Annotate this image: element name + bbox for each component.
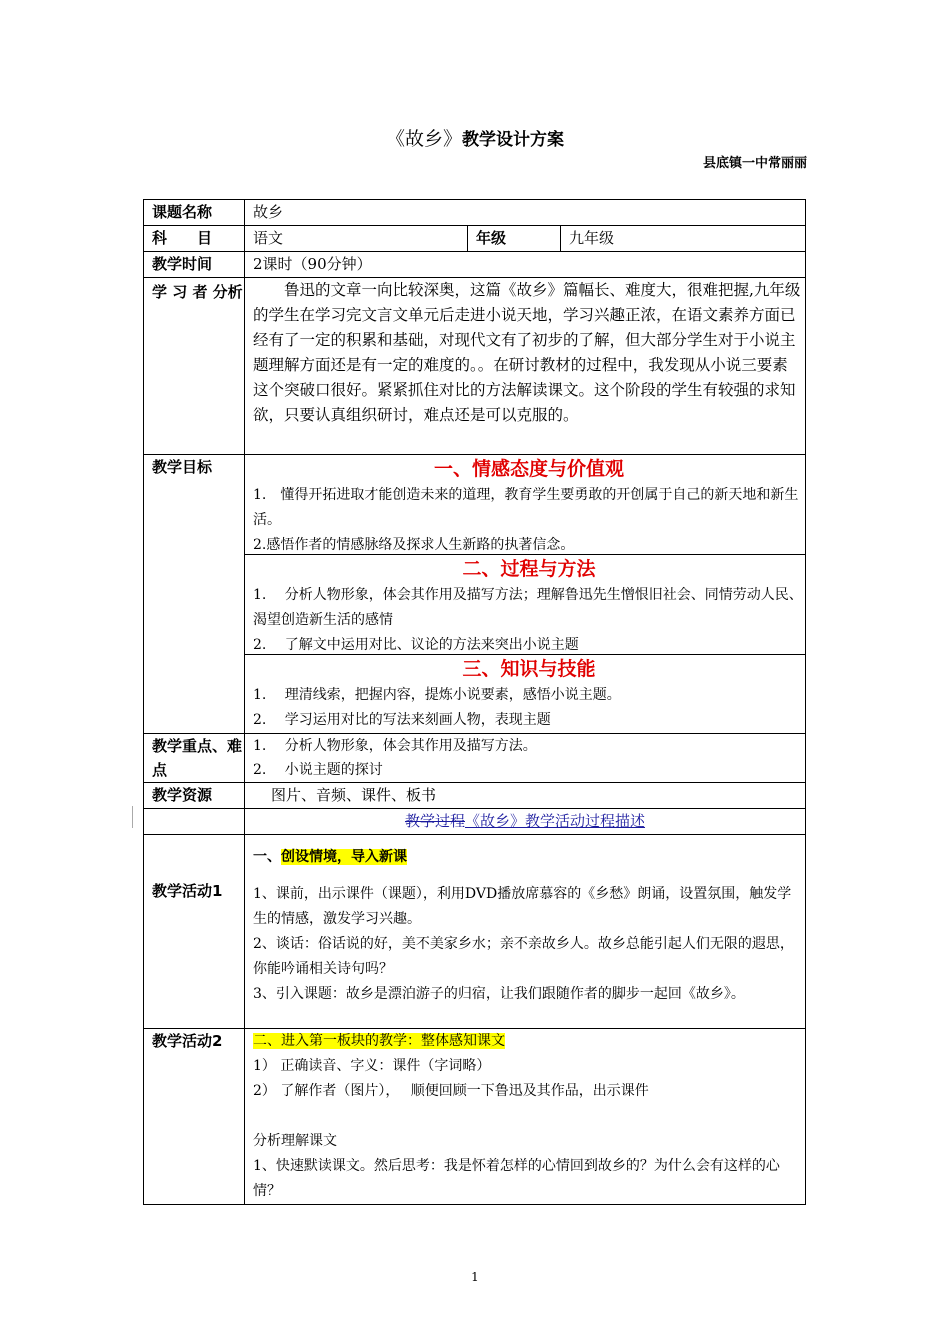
row-resources (144, 783, 806, 809)
res-value: 图片、音频、课件、板书 (245, 783, 806, 809)
row-learner (144, 278, 806, 455)
act2-heading (253, 1029, 805, 1054)
grade-value: 九年级 (561, 226, 806, 252)
row-act2 (144, 1029, 806, 1205)
subject-value: 语文 (245, 226, 468, 252)
grade-label: 年级 (468, 226, 561, 252)
learner-label: 学 习 者 分析 (144, 278, 245, 455)
margin-mark (132, 806, 134, 828)
act2-head: 二、进入第一板块的教学：整体感知课文 (253, 1033, 505, 1049)
act2-p4: 1、快速默读课文。然后思考：我是怀着怎样的心情回到故乡的？为什么会有这样的心情？ (253, 1158, 780, 1199)
subject-label: 科 目 (144, 226, 245, 252)
row-goals (144, 455, 806, 734)
title-book: 《故乡》 (385, 128, 462, 150)
process-cell (245, 809, 806, 835)
key-label: 教学重点、难点 (144, 734, 245, 783)
row-process (144, 809, 806, 835)
act2-p3: 分析理解课文 (253, 1133, 337, 1149)
learner-text: 鲁迅的文章一向比较深奥，这篇《故乡》篇幅长、难度大，很难把握,九年级的学生在学习完文言文单元后走进小说天地，学习兴趣正浓，在语文素养方面已经有了一定的积累和基础，对现代文有了初步的了解，但大部分学生对于小说主题理解方面还是有一定的难度的。。在研讨教材的过程中，我发现从小说三要素这个突破口很好。紧紧抓住对比的方法解读课文。这个阶段的学生有较强的求知欲，只要认真组织研讨，难点还是可以克服的。 (253, 281, 801, 424)
goal2-block (245, 554, 805, 654)
act1-p1: 1、课前，出示课件（课题），利用DVD播放席慕容的《乡愁》朗诵，设置氛围，触发学生的情感，激发学习兴趣。 (253, 886, 792, 927)
title-rest: 教学设计方案 (462, 130, 564, 150)
goal1-block (245, 455, 805, 554)
row-act1 (144, 835, 806, 1029)
goal2-item1: 1. 分析人物形象，体会其作用及描写方法；理解鲁迅先生憎恨旧社会、同情劳动人民、渴望创造新生活的感情 (253, 587, 803, 628)
course-label: 课题名称 (144, 200, 245, 226)
row-course (144, 200, 806, 226)
lesson-table (143, 199, 806, 1205)
goal3-title: 三、知识与技能 (462, 658, 596, 680)
act2-cell (245, 1029, 806, 1205)
goal2-item2: 2. 了解文中运用对比、议论的方法来突出小说主题 (253, 637, 579, 653)
time-value: 2课时（90分钟） (245, 252, 806, 278)
process-struck: 教学过程 (404, 812, 465, 830)
key-item2: 2. 小说主题的探讨 (253, 762, 383, 778)
act1-p3: 3、引入课题：故乡是漂泊游子的归宿，让我们跟随作者的脚步一起回《故乡》。 (253, 986, 745, 1002)
page-title (0, 124, 950, 151)
act1-p2: 2、谈话：俗话说的好，美不美家乡水；亲不亲故乡人。故乡总能引起人们无限的遐思，你能吟诵相关诗句吗？ (253, 936, 794, 977)
goal1-item1: 1. 懂得开拓进取才能创造未来的道理，教育学生要勇敢的开创属于自己的新天地和新生活。 (253, 487, 799, 528)
key-item1: 1. 分析人物形象，体会其作用及描写方法。 (253, 738, 537, 754)
process-title: 《故乡》教学活动过程描述 (465, 812, 646, 830)
goals-label: 教学目标 (144, 455, 245, 734)
act1-label: 教学活动1 (144, 835, 245, 1029)
row-time (144, 252, 806, 278)
res-label: 教学资源 (144, 783, 245, 809)
goal1-item2: 2.感悟作者的情感脉络及探求人生新路的执著信念。 (253, 537, 575, 553)
goal3-item2: 2. 学习运用对比的写法来刻画人物，表现主题 (253, 712, 551, 728)
row-subject (144, 226, 806, 252)
act1-cell (245, 835, 806, 1029)
act1-head: 创设情境，导入新课 (281, 849, 407, 865)
process-empty (144, 809, 245, 835)
act1-head-prefix: 一、 (253, 849, 281, 865)
act2-blank (253, 1104, 805, 1129)
page-number: 1 (471, 1270, 479, 1284)
goal2-title: 二、过程与方法 (462, 558, 596, 580)
act1-heading (253, 845, 805, 870)
learner-cell (245, 278, 806, 455)
act2-label: 教学活动2 (144, 1029, 245, 1205)
goals-cell (245, 455, 806, 734)
goal3-block (245, 654, 805, 733)
key-cell (245, 734, 806, 783)
course-value: 故乡 (245, 200, 806, 226)
act2-p1: 1） 正确读音、字义：课件（字词略） (253, 1058, 491, 1074)
act2-p2: 2） 了解作者（图片）， 顺便回顾一下鲁迅及其作品，出示课件 (253, 1083, 649, 1099)
goal3-item1: 1. 理清线索，把握内容，提炼小说要素，感悟小说主题。 (253, 687, 621, 703)
time-label: 教学时间 (144, 252, 245, 278)
goal1-title: 一、情感态度与价值观 (434, 458, 625, 480)
author: 县底镇一中常丽丽 (702, 156, 807, 171)
row-key (144, 734, 806, 783)
